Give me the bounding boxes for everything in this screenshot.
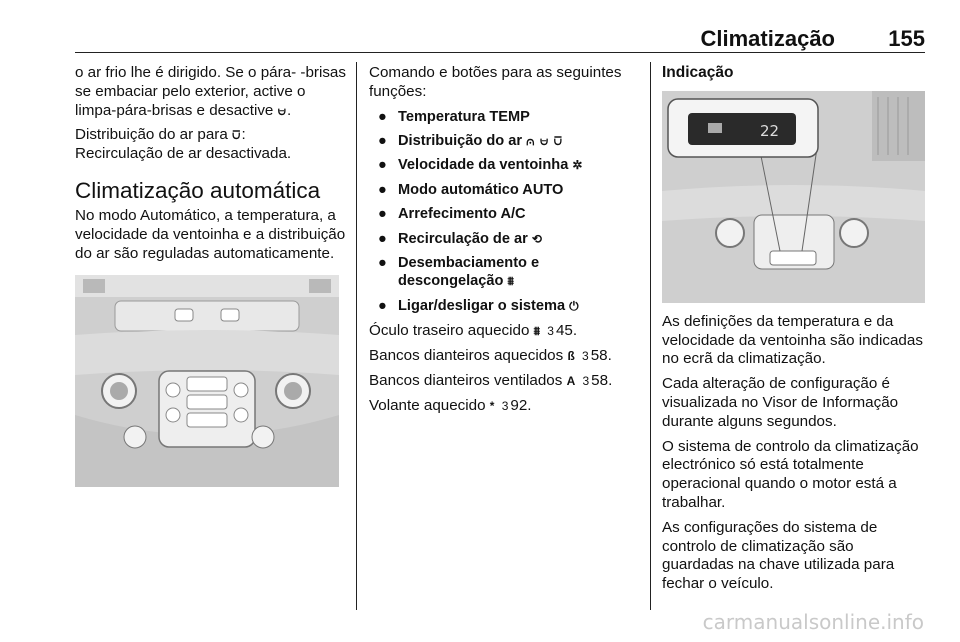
fan-icon: ✲ (572, 158, 584, 173)
air-distribution-icon: ⩁ (277, 103, 288, 118)
page-reference-icon: 3 (582, 349, 589, 364)
list-item: ● Temperatura TEMP (378, 108, 530, 125)
paragraph: No modo Automático, a temperatura, a velocidade da ventoinha e a distribuição do ar são reguladas automaticamente. (75, 206, 346, 262)
power-icon: ⏻ (569, 298, 580, 313)
paragraph (75, 126, 347, 164)
cross-reference: Volante aquecido * 3 92. (369, 396, 532, 414)
paragraph: Comando e botões para as seguintes funções: (369, 64, 622, 100)
list-item: ● Desembaciamento e descongelação ⩩ (378, 255, 540, 290)
page-number: 155 (888, 26, 925, 51)
page-reference-icon: 3 (547, 324, 554, 339)
column-divider (650, 62, 651, 610)
cross-reference: Bancos dianteiros aquecidos ß 3 58. (369, 347, 612, 365)
watermark: carmanualsonline.info (702, 610, 924, 634)
page-reference-icon: 3 (501, 398, 509, 413)
air-distribution-feet-icon: ⩂ (232, 128, 242, 143)
climate-display-image (662, 91, 925, 303)
column-3 (662, 64, 925, 600)
cross-reference: Bancos dianteiros ventilados A 3 58. (369, 371, 613, 389)
list-item: ● Recirculação de ar ⟲ (378, 230, 543, 247)
paragraph: O sistema de controlo da climatização electrónico só está totalmente operacional quando o motor está a trabalhar. (662, 437, 919, 511)
rear-window-heating-icon: ⩩ (533, 324, 542, 339)
paragraph: o ar frio lhe é dirigido. Se o pára- -brisas se embaciar pelo exterior, active o limpa-pára-brisas e desactive ⩁. (75, 64, 346, 119)
section-heading: Climatização automática (75, 177, 321, 203)
cross-reference: Óculo traseiro aquecido ⩩ 3 45. (369, 322, 578, 340)
page-title: Climatização (700, 26, 835, 51)
air-distribution-icon: ⩀ ⩁ ⩂ (526, 134, 564, 148)
paragraph: Cada alteração de configuração é visualizada no Visor de Informação durante alguns segundos. (662, 375, 899, 430)
paragraph: As definições da temperatura e da velocidade da ventoinha são indicadas no ecrã da climatização. (662, 312, 923, 368)
climate-control-panel-image (75, 275, 339, 487)
heated-steering-wheel-icon: * (489, 398, 496, 413)
list-item: ● Distribuição do ar ⩀ ⩁ ⩂ (378, 133, 564, 149)
heated-seat-icon: ß (567, 349, 576, 364)
section-subheading: Indicação (662, 64, 734, 81)
column-2 (369, 64, 639, 421)
defrost-icon: ⩩ (507, 274, 515, 289)
paragraph-text: o ar frio lhe é dirigido. Se o pára- -brisas se embaciar pelo exterior, active o limpa-pára-brisas e desactive (75, 64, 346, 119)
column-1 (75, 64, 347, 497)
paragraph: As configurações do sistema de controlo de climatização são guardadas na chave utilizada para fechar o veículo. (662, 518, 895, 593)
ventilated-seat-icon: A (566, 373, 577, 388)
page-header (75, 26, 925, 53)
column-divider (356, 62, 357, 610)
paragraph-text: : Recirculação de ar desactivada. (75, 126, 292, 163)
function-list (369, 108, 639, 316)
list-item: ● Modo automático AUTO (378, 181, 564, 198)
display-readout: 22 (760, 121, 780, 140)
list-item: ● Ligar/desligar o sistema ⏻ (378, 297, 580, 314)
list-item: ● Arrefecimento A/C (378, 206, 526, 223)
paragraph-text: Distribuição do ar para (75, 126, 228, 144)
recirculation-icon: ⟲ (531, 231, 543, 246)
list-item: ● Velocidade da ventoinha ✲ (378, 157, 584, 174)
page-reference-icon: 3 (582, 373, 590, 388)
